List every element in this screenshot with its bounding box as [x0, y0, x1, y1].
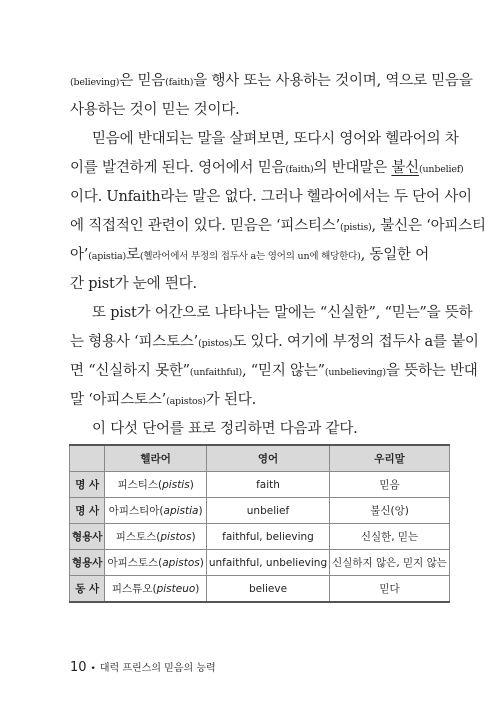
separator-dot: • [90, 664, 96, 674]
text-fragment: , 동일한 어 [360, 247, 430, 263]
text-fragment: 을 행사 또는 사용하는 것이며, 역으로 믿음을 [193, 73, 473, 89]
cell-korean: 믿다 [330, 576, 450, 603]
cell-greek [105, 472, 206, 498]
table-row [70, 524, 450, 550]
underlined-term: 불신 [391, 160, 419, 176]
paren-close: ) [198, 505, 203, 517]
text-line [70, 391, 432, 411]
text-line [70, 188, 472, 206]
english-gloss: (unfaithful) [189, 367, 242, 378]
paren-close: ) [195, 583, 200, 595]
text-line [70, 362, 478, 382]
cell-english: believe [206, 576, 329, 603]
greek-translit: pisteuo [156, 583, 196, 595]
paren-close: ) [199, 557, 204, 569]
header-greek: 헬라어 [105, 445, 206, 472]
greek-word: 피스토스( [115, 531, 161, 543]
greek-word: 피스티스( [117, 479, 163, 491]
text-line [92, 130, 459, 148]
row-label: 형용사 [70, 524, 105, 550]
text-line [70, 217, 486, 237]
page-footer [70, 656, 216, 675]
english-gloss: (unbelieving) [324, 367, 386, 378]
cell-greek [105, 576, 206, 603]
cell-greek [105, 498, 206, 524]
english-gloss: (believing) [70, 77, 120, 88]
text-fragment: 로 [126, 247, 140, 263]
cell-korean: 신실하지 않은, 믿지 않는 [330, 550, 450, 576]
english-gloss: (pistos) [198, 338, 233, 349]
text-fragment: 도 있다. 여기에 부정의 접두사 a를 붙이 [232, 334, 479, 350]
text-line [70, 246, 432, 266]
text-fragment: 은 믿음 [119, 73, 166, 89]
cell-korean: 신실한, 믿는 [330, 524, 450, 550]
table-row [70, 498, 450, 524]
cell-greek [105, 550, 206, 576]
row-label: 명 사 [70, 498, 105, 524]
text-line [70, 333, 479, 353]
header-english: 영어 [206, 445, 329, 472]
text-fragment: 사용하는 것이 믿는 것이다. [70, 102, 240, 118]
text-fragment: 간 pist가 눈에 띈다. [70, 276, 197, 292]
paren-close: ) [191, 531, 196, 543]
table-header-row [70, 445, 450, 472]
text-fragment: 이 다섯 단어를 표로 정리하면 다음과 같다. [92, 421, 358, 437]
text-fragment: 아’ [70, 247, 89, 263]
cell-greek [105, 524, 206, 550]
text-fragment: 믿음에 반대되는 말을 살펴보면, 또다시 영어와 헬라어의 차 [92, 131, 459, 147]
english-gloss: (pistis) [340, 222, 372, 233]
text-line [92, 420, 432, 438]
english-gloss: (apistos) [166, 396, 206, 407]
row-label: 명 사 [70, 472, 105, 498]
cell-korean: 불신(앙) [330, 498, 450, 524]
cell-english: faith [206, 472, 329, 498]
greek-word: 아피스티아( [108, 505, 164, 517]
text-fragment: , “믿지 않는” [241, 363, 325, 379]
text-line [70, 159, 464, 179]
text-line [70, 275, 432, 293]
cell-english: unbelief [206, 498, 329, 524]
greek-translit: pistis [162, 479, 190, 491]
text-fragment: 의 반대말은 [313, 160, 392, 176]
table-row [70, 550, 450, 576]
header-korean: 우리말 [330, 445, 450, 472]
english-gloss: (faith) [285, 164, 314, 175]
english-gloss: (apistia) [88, 251, 127, 262]
greek-word: 아피스토스( [107, 557, 163, 569]
text-fragment: 가 된다. [205, 392, 257, 408]
greek-translit: apistia [163, 505, 199, 517]
table-row [70, 576, 450, 603]
text-line [92, 304, 473, 322]
text-fragment: 이다. Unfaith라는 말은 없다. 그러나 헬라어에서는 두 단어 사이 [70, 189, 472, 205]
table-corner-cell [70, 445, 105, 472]
table-row [70, 472, 450, 498]
text-fragment: 에 직접적인 관련이 있다. 믿음은 ‘피스티스’ [70, 218, 340, 234]
parenthetical-note: (헬라어에서 부정의 접두사 a는 영어의 un에 해당한다) [139, 251, 361, 262]
cell-korean: 믿음 [330, 472, 450, 498]
text-fragment: , 불신은 ‘아피스티 [371, 218, 486, 234]
text-line [70, 72, 473, 92]
greek-word: 피스튜오( [111, 583, 157, 595]
text-fragment: 는 형용사 ‘피스토스’ [70, 334, 199, 350]
text-fragment: 이를 발견하게 된다. 영어에서 믿음 [70, 160, 286, 176]
text-fragment: 말 ‘아피스토스’ [70, 392, 167, 408]
word-table [69, 444, 450, 603]
text-fragment: 을 뜻하는 반대 [385, 363, 478, 379]
cell-english: faithful, believing [206, 524, 329, 550]
page-number: 10 [70, 660, 87, 675]
paren-close: ) [189, 479, 194, 491]
row-label: 동 사 [70, 576, 105, 603]
greek-translit: pistos [160, 531, 192, 543]
text-fragment: 면 “신실하지 못한” [70, 363, 190, 379]
greek-translit: apistos [162, 557, 200, 569]
cell-english: unfaithful, unbelieving [206, 550, 329, 576]
text-fragment: 또 pist가 어간으로 나타나는 말에는 “신실한”, “믿는”을 뜻하 [92, 305, 473, 321]
english-gloss: (faith) [165, 77, 194, 88]
row-label: 형용사 [70, 550, 105, 576]
text-line [70, 101, 432, 119]
book-title: 대럭 프린스의 믿음의 능력 [99, 663, 216, 674]
english-gloss: (unbelief) [419, 164, 464, 175]
